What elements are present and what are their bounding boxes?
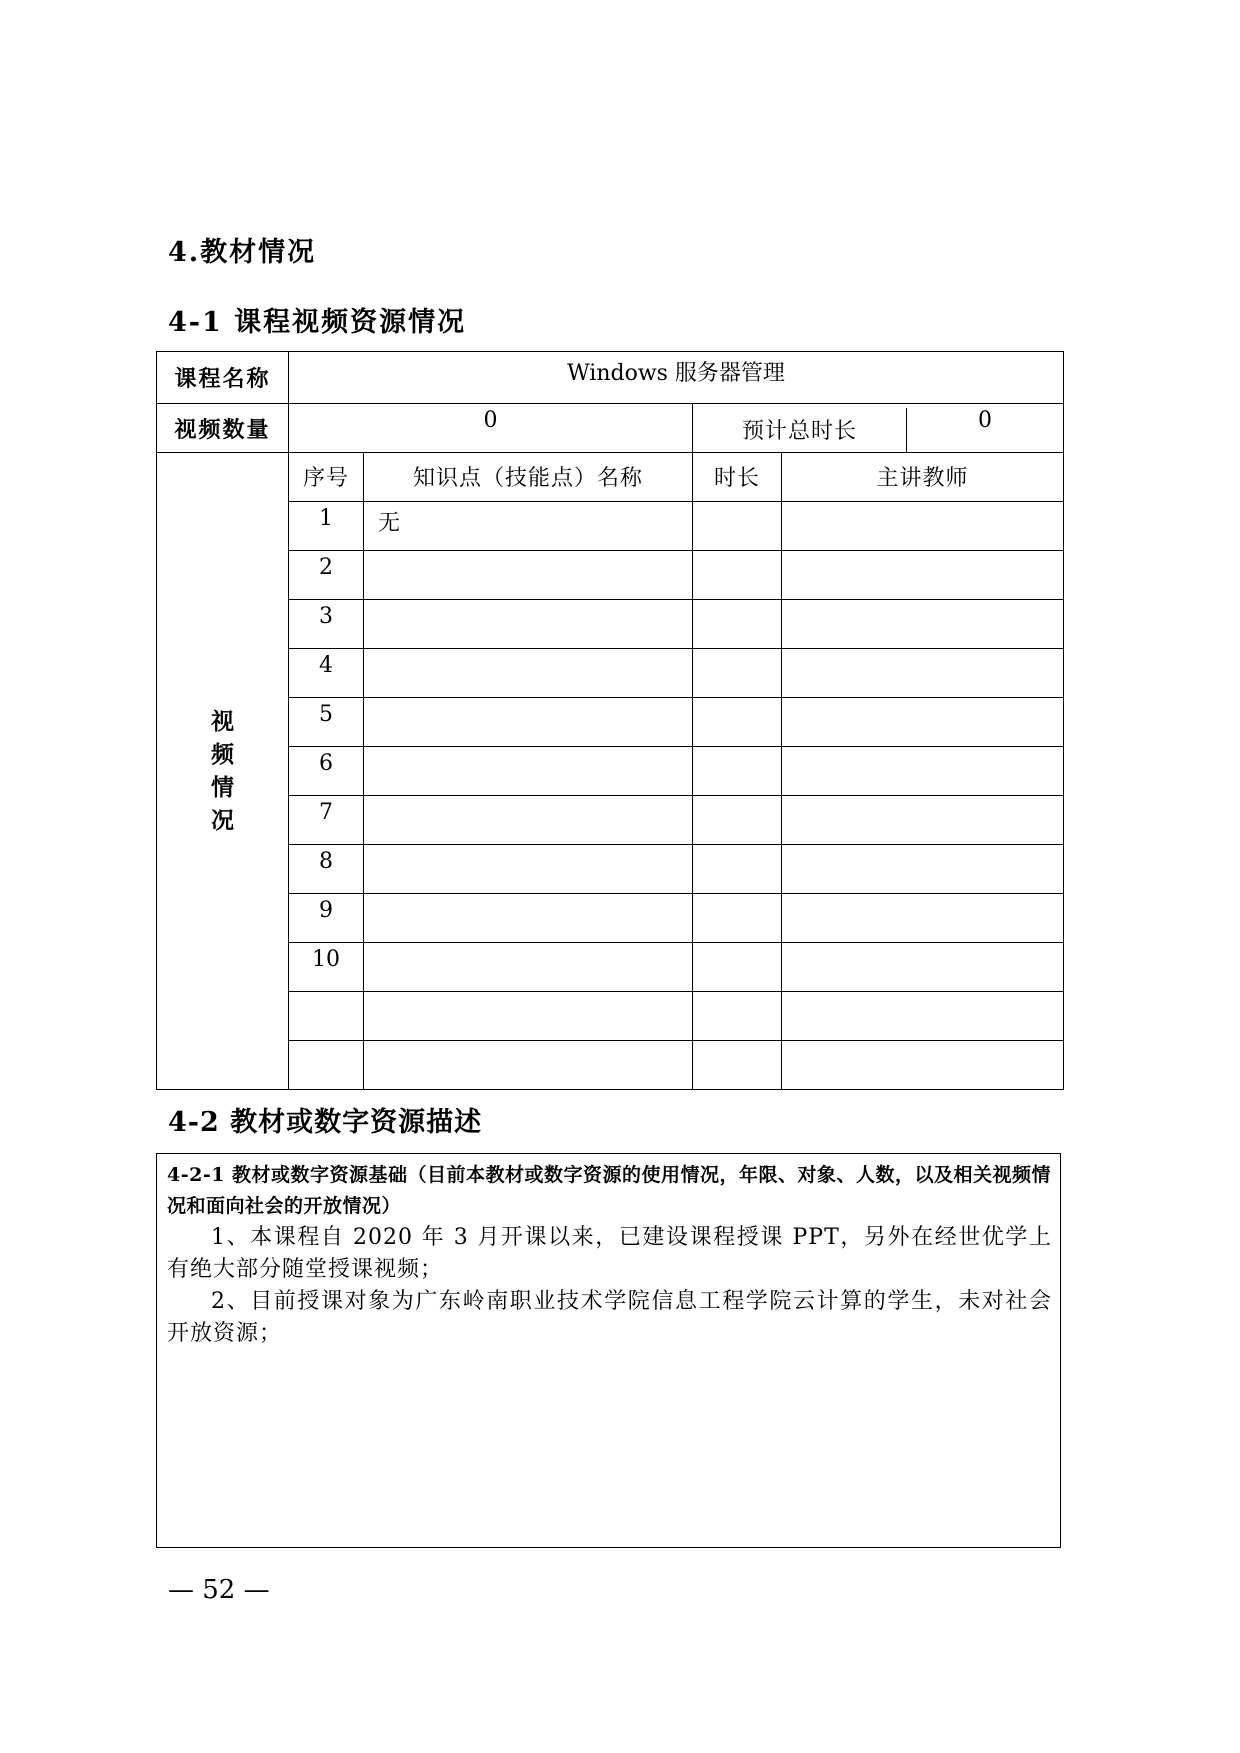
row-name	[364, 551, 693, 600]
row-teacher	[782, 649, 1064, 698]
row-teacher	[782, 845, 1064, 894]
row-time	[693, 894, 782, 943]
side-char: 频	[211, 741, 234, 768]
course-name-value: Windows 服务器管理	[289, 352, 1064, 404]
row-name: 无	[364, 502, 693, 551]
row-time	[693, 747, 782, 796]
row-number: 5	[289, 698, 364, 747]
row-number: 4	[289, 649, 364, 698]
table-row	[157, 551, 1064, 600]
table-row	[157, 649, 1064, 698]
table-row	[157, 1041, 1064, 1090]
course-name-label: 课程名称	[157, 352, 289, 404]
row-teacher	[782, 943, 1064, 992]
row-teacher	[782, 796, 1064, 845]
table-row	[157, 796, 1064, 845]
table-row	[157, 992, 1064, 1041]
row-number	[289, 1041, 364, 1090]
row-time	[693, 502, 782, 551]
row-name	[364, 698, 693, 747]
row-number: 7	[289, 796, 364, 845]
row-number: 3	[289, 600, 364, 649]
col-header-teacher: 主讲教师	[782, 453, 1064, 502]
row-teacher	[782, 992, 1064, 1041]
row-teacher	[782, 747, 1064, 796]
row-teacher	[782, 600, 1064, 649]
col-header-duration: 时长	[693, 453, 782, 502]
row-name	[364, 747, 693, 796]
video-count-value: 0	[289, 404, 693, 453]
section-heading-video-resources: 4-1 课程视频资源情况	[168, 307, 467, 338]
description-title: 4-2-1 教材或数字资源基础（目前本教材或数字资源的使用情况，年限、对象、人数，以及相关视频情况和面向社会的开放情况）	[167, 1164, 1052, 1217]
row-time	[693, 796, 782, 845]
row-number: 2	[289, 551, 364, 600]
row-name	[364, 649, 693, 698]
row-number: 1	[289, 502, 364, 551]
row-time	[693, 649, 782, 698]
row-time	[693, 1041, 782, 1090]
row-name	[364, 992, 693, 1041]
row-time	[693, 600, 782, 649]
table-row	[157, 894, 1064, 943]
side-char: 情	[211, 774, 234, 801]
row-time	[693, 992, 782, 1041]
row-name	[364, 943, 693, 992]
row-number: 10	[289, 943, 364, 992]
table-row	[157, 747, 1064, 796]
row-teacher	[782, 698, 1064, 747]
video-situation-label	[157, 453, 289, 1090]
row-time	[693, 943, 782, 992]
row-time	[693, 551, 782, 600]
row-time	[693, 698, 782, 747]
duration-label: 预计总时长	[693, 408, 907, 452]
table-row	[157, 600, 1064, 649]
side-char: 视	[211, 708, 234, 735]
video-count-label: 视频数量	[157, 404, 289, 453]
section-heading-textbook: 4.教材情况	[168, 237, 317, 268]
row-teacher	[782, 551, 1064, 600]
video-resource-table	[156, 351, 1064, 1090]
description-paragraph: 2、目前授课对象为广东岭南职业技术学院信息工程学院云计算的学生，未对社会开放资源；	[167, 1289, 1052, 1346]
row-number: 8	[289, 845, 364, 894]
row-number	[289, 992, 364, 1041]
duration-value: 0	[978, 408, 992, 433]
row-name	[364, 845, 693, 894]
row-teacher	[782, 894, 1064, 943]
table-row	[157, 943, 1064, 992]
row-name	[364, 1041, 693, 1090]
row-name	[364, 600, 693, 649]
table-row	[157, 502, 1064, 551]
row-name	[364, 894, 693, 943]
side-char: 况	[211, 807, 234, 834]
row-time	[693, 845, 782, 894]
page-number: — 52 —	[168, 1575, 270, 1605]
table-row	[157, 698, 1064, 747]
col-header-knowledge-point: 知识点（技能点）名称	[364, 453, 693, 502]
table-row	[157, 845, 1064, 894]
resource-description-box	[156, 1153, 1061, 1548]
row-teacher	[782, 502, 1064, 551]
row-teacher	[782, 1041, 1064, 1090]
row-name	[364, 796, 693, 845]
row-number: 6	[289, 747, 364, 796]
description-paragraph: 1、本课程自 2020 年 3 月开课以来，已建设课程授课 PPT，另外在经世优学上有绝大部分随堂授课视频；	[167, 1225, 1052, 1282]
col-header-number: 序号	[289, 453, 364, 502]
section-heading-resource-description: 4-2 教材或数字资源描述	[168, 1107, 483, 1138]
row-number: 9	[289, 894, 364, 943]
